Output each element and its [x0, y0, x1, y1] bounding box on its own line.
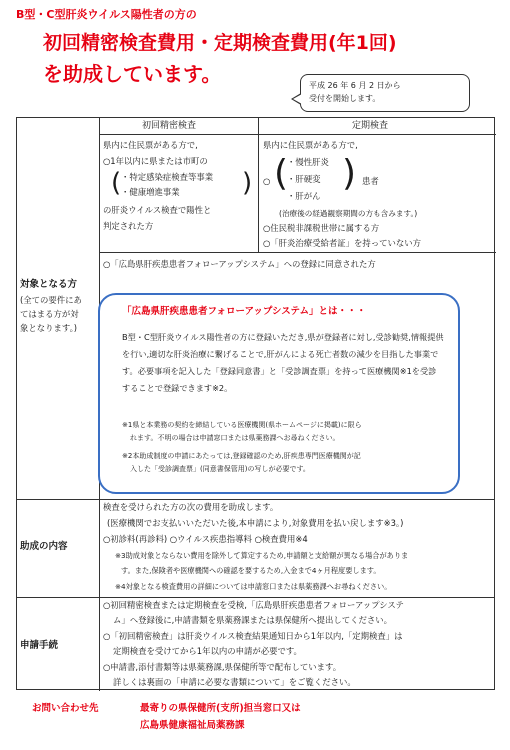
initial-item1: ・特定感染症検査等事業	[121, 172, 214, 182]
regular-line1: 県内に住民票がある方で,	[263, 140, 358, 150]
page-title-line2: を助成しています。	[43, 62, 222, 86]
regular-paren-open: (	[274, 153, 289, 194]
followup-body: B型・C型肝炎ウイルス陽性者の方に登録いただき,県が登録者に対し,受診勧奨,情報提供を行い,適切な肝炎治療に繋げることで,肝がんによる死亡者数の減少を目指した事業です。必要事項を記入した「登録同意書」と「受診調査票」を持って医療機関※1を受診することで登録できます※2。	[122, 332, 444, 393]
callout-line1: 平成 26 年 6 月 2 日から	[309, 81, 401, 90]
contact-label: お問い合わせ先	[32, 703, 99, 714]
regular-suffix: 患者	[362, 176, 379, 186]
subsidy-note3: ※4対象となる検査費用の詳細については申請窓口または県薬務課へお尋ねください。	[115, 582, 392, 591]
initial-line1: 県内に住民票がある方で,	[103, 140, 198, 150]
procedure-line4: 定期検査を受けてから1年以内の申請が必要です。	[113, 646, 302, 656]
regular-item2: ・肝硬変	[287, 174, 321, 184]
followup-note2b: 入した「受診調査票」(同意書保管用)の写しが必要です。	[130, 465, 310, 473]
followup-system-box	[98, 293, 460, 494]
regular-paren-close: )	[342, 153, 357, 194]
callout-line2: 受付を開始します。	[309, 94, 381, 103]
subsidy-note1: ※3助成対象とならない費用を除外して算定するため,申請額と支給額が異なる場合がありま	[115, 551, 409, 560]
subsidy-line3: ○初診料(再診料) ○ウイルス疾患指導料 ○検査費用※4	[103, 534, 308, 544]
followup-note1a: ※1県と本業務の契約を締結している医療機関(県ホームページに掲載)に限ら	[122, 421, 362, 429]
initial-line4: 判定された方	[103, 221, 154, 231]
regular-line3: ○住民税非課税世帯に属する方	[263, 223, 380, 233]
initial-line2: ○1年以内に県または市町の	[103, 156, 208, 166]
initial-paren-open: (	[111, 168, 122, 198]
procedure-line1: ○初回精密検査または定期検査を受検,「広島県肝疾患患者フォローアップシステ	[103, 600, 404, 610]
eligibility-sublabel-3: 象となります。)	[20, 323, 78, 333]
followup-title: 「広島県肝疾患患者フォローアップシステム」とは・・・	[122, 306, 367, 317]
top-label: B型・C型肝炎ウイルス陽性者の方の	[16, 8, 197, 21]
eligibility-label: 対象となる方	[20, 279, 78, 290]
procedure-line2: ム」へ登録後に,申請書類を県薬務課または県保健所へ提出してください。	[113, 615, 393, 625]
eligibility-sublabel-2: てはまる方が対	[20, 309, 79, 319]
regular-line4: ○「肝炎治療受給者証」を持っていない方	[263, 238, 422, 248]
eligibility-sublabel-1: (全ての要件にあ	[20, 295, 82, 305]
followup-note2a: ※2本助成制度の申請にあたっては,登録確認のため,肝疾患専門医療機関が記	[122, 452, 361, 460]
procedure-line6: 詳しくは裏面の「申請に必要な書類について」をご覧ください。	[113, 677, 356, 687]
contact-line1: 最寄りの県保健所(支所)担当窓口又は	[140, 703, 301, 714]
col-header-initial: 初回精密検査	[142, 121, 197, 131]
initial-item2: ・健康増進事業	[121, 187, 180, 197]
regular-line2: (治療後の経過観察期間の方も含みます。)	[279, 209, 418, 218]
followup-note1b: れます。不明の場合は申請窓口または県薬務課へお尋ねください。	[130, 434, 340, 442]
procedure-label: 申請手続	[20, 640, 59, 651]
initial-line3: の肝炎ウイルス検査で陽性と	[103, 205, 212, 215]
page-title-line1: 初回精密検査費用・定期検査費用(年1回)	[43, 32, 397, 54]
col-header-regular: 定期検査	[352, 121, 389, 131]
regular-item3: ・肝がん	[287, 191, 321, 201]
procedure-line5: ○申請書,添付書類等は県薬務課,県保健所等で配布しています。	[103, 662, 342, 672]
regular-item1: ・慢性肝炎	[287, 157, 329, 167]
common-condition: ○「広島県肝疾患患者フォローアップシステム」への登録に同意された方	[103, 259, 376, 269]
subsidy-label: 助成の内容	[20, 541, 68, 552]
contact-line2: 広島県健康福祉局薬務課	[140, 720, 245, 731]
subsidy-note2: す。また,保険者や医療機関への確認を要するため,入金まで4ヶ月程度要します。	[121, 566, 381, 575]
subsidy-line2: (医療機関でお支払いいただいた後,本申請により,対象費用を払い戻します※3。)	[107, 518, 404, 528]
regular-circle: ○	[263, 176, 271, 186]
procedure-line3: ○「初回精密検査」は肝炎ウイルス検査結果通知日から1年以内,「定期検査」は	[103, 631, 403, 641]
start-date-callout	[300, 74, 470, 112]
subsidy-line1: 検査を受けられた方の次の費用を助成します。	[103, 502, 279, 512]
initial-paren-close: )	[242, 168, 253, 198]
